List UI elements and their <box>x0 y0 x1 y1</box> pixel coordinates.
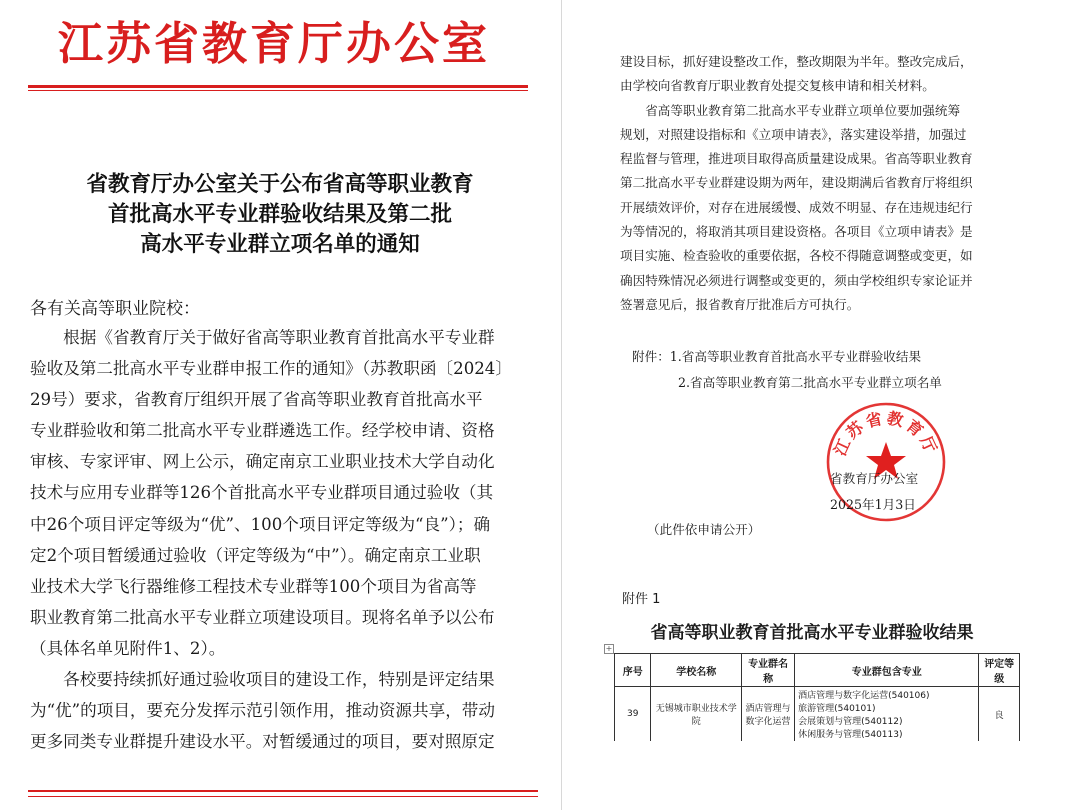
major-item: 会展策划与管理(540112) <box>798 717 903 727</box>
body-line: 审核、专家评审、网上公示，确定南京工业职业技术大学自动化 <box>30 452 495 472</box>
body-line: 29号）要求，省教育厅组织开展了省高等职业教育首批高水平 <box>30 390 483 410</box>
body-line: 更多同类专业群提升建设水平。对暂缓通过的项目，要对照原定 <box>30 732 495 752</box>
body-line: （具体名单见附件1、2）。 <box>30 638 226 658</box>
cell-group: 酒店管理与数字化运营 <box>742 687 795 742</box>
cell-grade: 良 <box>979 687 1020 742</box>
salutation: 各有关高等职业院校： <box>30 299 200 319</box>
signer: 省教育厅办公室 <box>830 471 919 486</box>
title-line: 首批高水平专业群验收结果及第二批 <box>107 202 452 227</box>
body-line: 开展绩效评价，对存在进展缓慢、成效不明显、存在违规违纪行 <box>620 199 973 215</box>
col-header-group: 专业群名称 <box>742 654 795 687</box>
cell-no: 39 <box>615 687 651 742</box>
body-line: 建设目标，抓好建设整改工作，整改期限为半年。整改完成后， <box>620 54 973 69</box>
masthead-rule <box>28 85 528 88</box>
body-line: 第二批高水平专业群建设期为两年，建设期满后省教育厅将组织 <box>620 175 973 191</box>
attachment-2: 2.省高等职业教育第二批高水平专业群立项名单 <box>678 375 942 390</box>
body-line: 职业教育第二批高水平专业群立项建设项目。现将名单予以公布 <box>30 607 495 627</box>
body-line: 签署意见后，报省教育厅批准后方可执行。 <box>620 296 860 312</box>
notice-title <box>30 170 530 260</box>
body-line: 规划，对照建设指标和《立项申请表》，落实建设举措，加强过 <box>620 126 967 142</box>
col-header-no: 序号 <box>615 654 651 687</box>
body-line: 由学校向省教育厅职业教育处提交复核申请和相关材料。 <box>620 78 935 94</box>
cell-school: 无锡城市职业技术学院 <box>651 687 742 742</box>
attachments-label: 附件： <box>632 349 670 364</box>
results-table <box>614 653 1020 741</box>
col-header-majors: 专业群包含专业 <box>795 654 979 687</box>
body-line: 各校要持续抓好通过验收项目的建设工作，特别是评定结果 <box>30 670 495 690</box>
sign-date: 2025年1月3日 <box>830 497 916 512</box>
major-item: 休闲服务与管理(540113) <box>798 730 903 740</box>
body-line: 确因特殊情况必须进行调整或变更的，须由学校组织专家论证并 <box>620 272 973 288</box>
col-header-school: 学校名称 <box>651 654 742 687</box>
bottom-rule <box>28 790 538 792</box>
attachments-list <box>632 344 942 396</box>
attachment-1: 1.省高等职业教育首批高水平专业群验收结果 <box>669 349 922 364</box>
body-line: 业技术大学飞行器维修工程技术专业群等100个项目为省高等 <box>30 576 477 596</box>
body-line: 定2个项目暂缓通过验收（评定等级为“中”）。确定南京工业职 <box>30 545 481 565</box>
body-line: 根据《省教育厅关于做好省高等职业教育首批高水平专业群 <box>30 328 495 347</box>
title-line: 省教育厅办公室关于公布省高等职业教育 <box>86 172 474 197</box>
masthead-rule-thin <box>28 90 528 91</box>
attachment-item <box>632 344 942 370</box>
disclosure-note: （此件依申请公开） <box>647 522 761 537</box>
table-header-row <box>615 654 1020 687</box>
major-item: 旅游管理(540101) <box>798 704 876 714</box>
body-line: 程监督与管理，推进项目取得高质量建设成果。省高等职业教育 <box>620 151 973 167</box>
seal-text: 江苏省教育厅 <box>830 408 942 459</box>
body-line: 中26个项目评定等级为“优”、100个项目评定等级为“良”）；确 <box>30 514 491 534</box>
major-item: 酒店管理与数字化运营(540106) <box>798 691 930 701</box>
body-text-right <box>620 50 1040 317</box>
body-line: 项目实施、检查验收的重要依据，各校不得随意调整或变更，如 <box>620 248 973 264</box>
bottom-rule-thin <box>28 796 538 797</box>
body-line: 为“优”的项目，要充分发挥示范引领作用，推动资源共享，带动 <box>30 701 495 721</box>
results-table-viewport <box>614 653 1026 741</box>
col-header-grade: 评定等级 <box>979 654 1020 687</box>
body-line: 验收及第二批高水平专业群申报工作的通知》（苏教职函〔2024〕 <box>30 359 512 379</box>
body-text-left <box>30 322 525 757</box>
masthead: 江苏省教育厅办公室 <box>58 17 491 70</box>
attachment1-label: 附件 1 <box>622 592 661 607</box>
body-line: 技术与应用专业群等126个首批高水平专业群项目通过验收（其 <box>30 483 494 503</box>
table-row <box>615 687 1020 742</box>
body-line: 为等情况的，将取消其项目建设资格。各项目《立项申请表》是 <box>620 224 973 240</box>
table-move-handle-icon[interactable]: + <box>605 644 613 653</box>
right-page <box>562 0 1080 810</box>
cell-majors <box>795 687 979 742</box>
title-line: 高水平专业群立项名单的通知 <box>140 232 420 257</box>
attachment1-title: 省高等职业教育首批高水平专业群验收结果 <box>650 623 974 643</box>
body-line: 省高等职业教育第二批高水平专业群立项单位要加强统筹 <box>620 102 961 118</box>
body-line: 专业群验收和第二批高水平专业群遴选工作。经学校申请、资格 <box>30 421 495 441</box>
